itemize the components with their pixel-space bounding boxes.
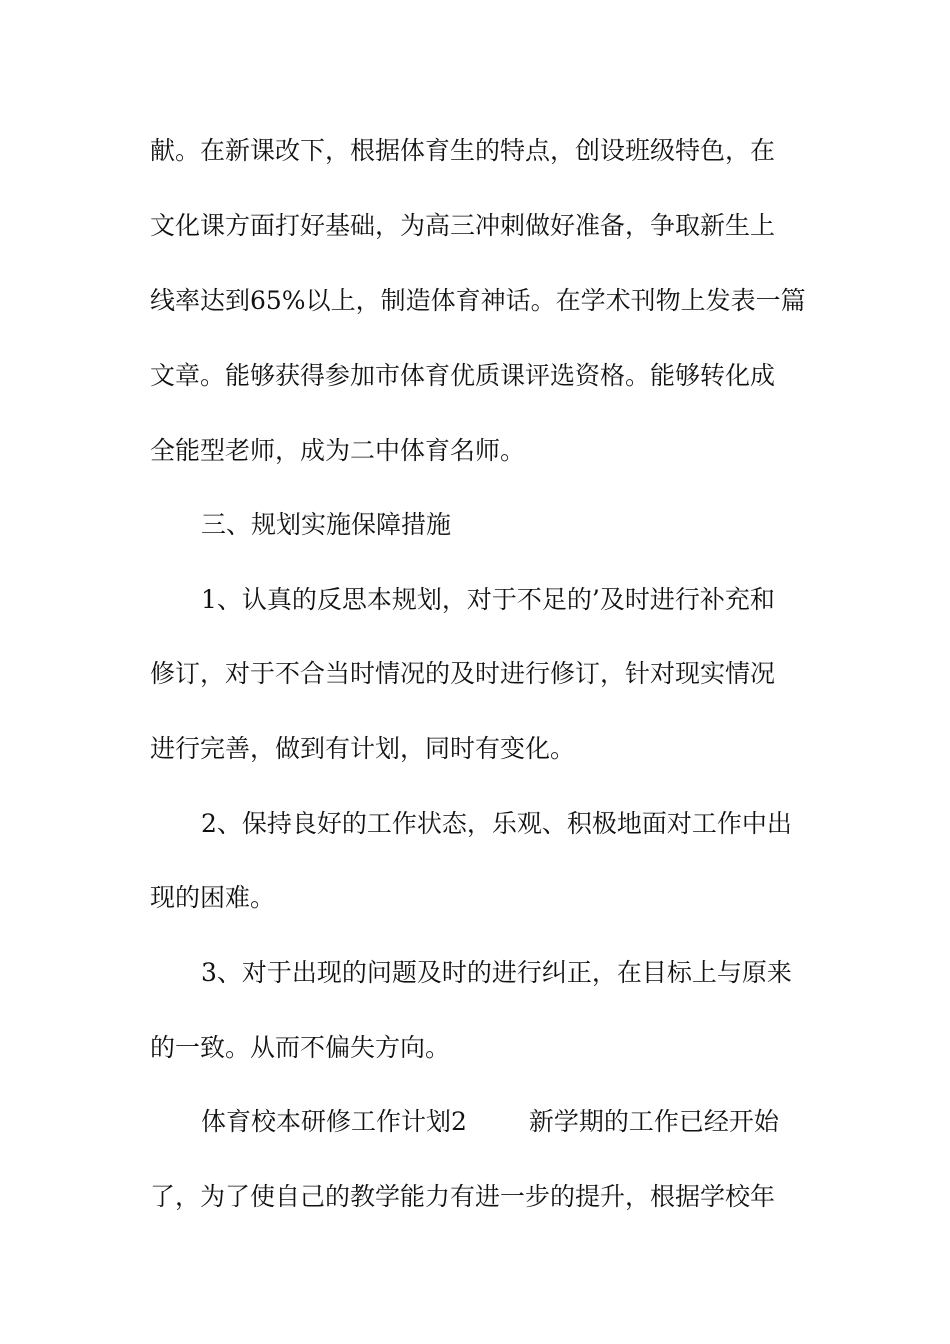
- paragraph-line: 2、保持良好的工作状态，乐观、积极地面对工作中出: [201, 809, 792, 838]
- paragraph-line: 1、认真的反思本规划，对于不足的’及时进行补充和: [201, 585, 775, 614]
- paragraph-line: 进行完善，做到有计划，同时有变化。: [150, 734, 576, 763]
- paragraph-line: 修订，对于不合当时情况的及时进行修订，针对现实情况: [150, 659, 776, 688]
- paragraph-line: 献。在新课改下，根据体育生的特点，创设班级特色，在: [150, 136, 776, 165]
- plan-heading-line: [201, 1102, 861, 1142]
- paragraph-line: 了，为了使自己的教学能力有进一步的提升，根据学校年: [150, 1182, 776, 1211]
- plan-title: 体育校本研修工作计划2: [201, 1107, 467, 1136]
- paragraph-line: 线率达到65%以上，制造体育神话。在学术刊物上发表一篇: [150, 286, 806, 315]
- paragraph-line: 文章。能够获得参加市体育优质课评选资格。能够转化成: [150, 361, 776, 390]
- paragraph-line: 的一致。从而不偏失方向。: [150, 1033, 451, 1062]
- paragraph-line: 现的困难。: [150, 883, 276, 912]
- paragraph-line: 3、对于出现的问题及时的进行纠正，在目标上与原来: [201, 958, 792, 987]
- paragraph-continuation: 新学期的工作已经开始: [528, 1107, 779, 1136]
- section-heading: 三、规划实施保障措施: [201, 510, 452, 539]
- paragraph-line: 全能型老师，成为二中体育名师。: [150, 436, 526, 465]
- paragraph-line: 文化课方面打好基础，为高三冲刺做好准备，争取新生上: [150, 211, 776, 240]
